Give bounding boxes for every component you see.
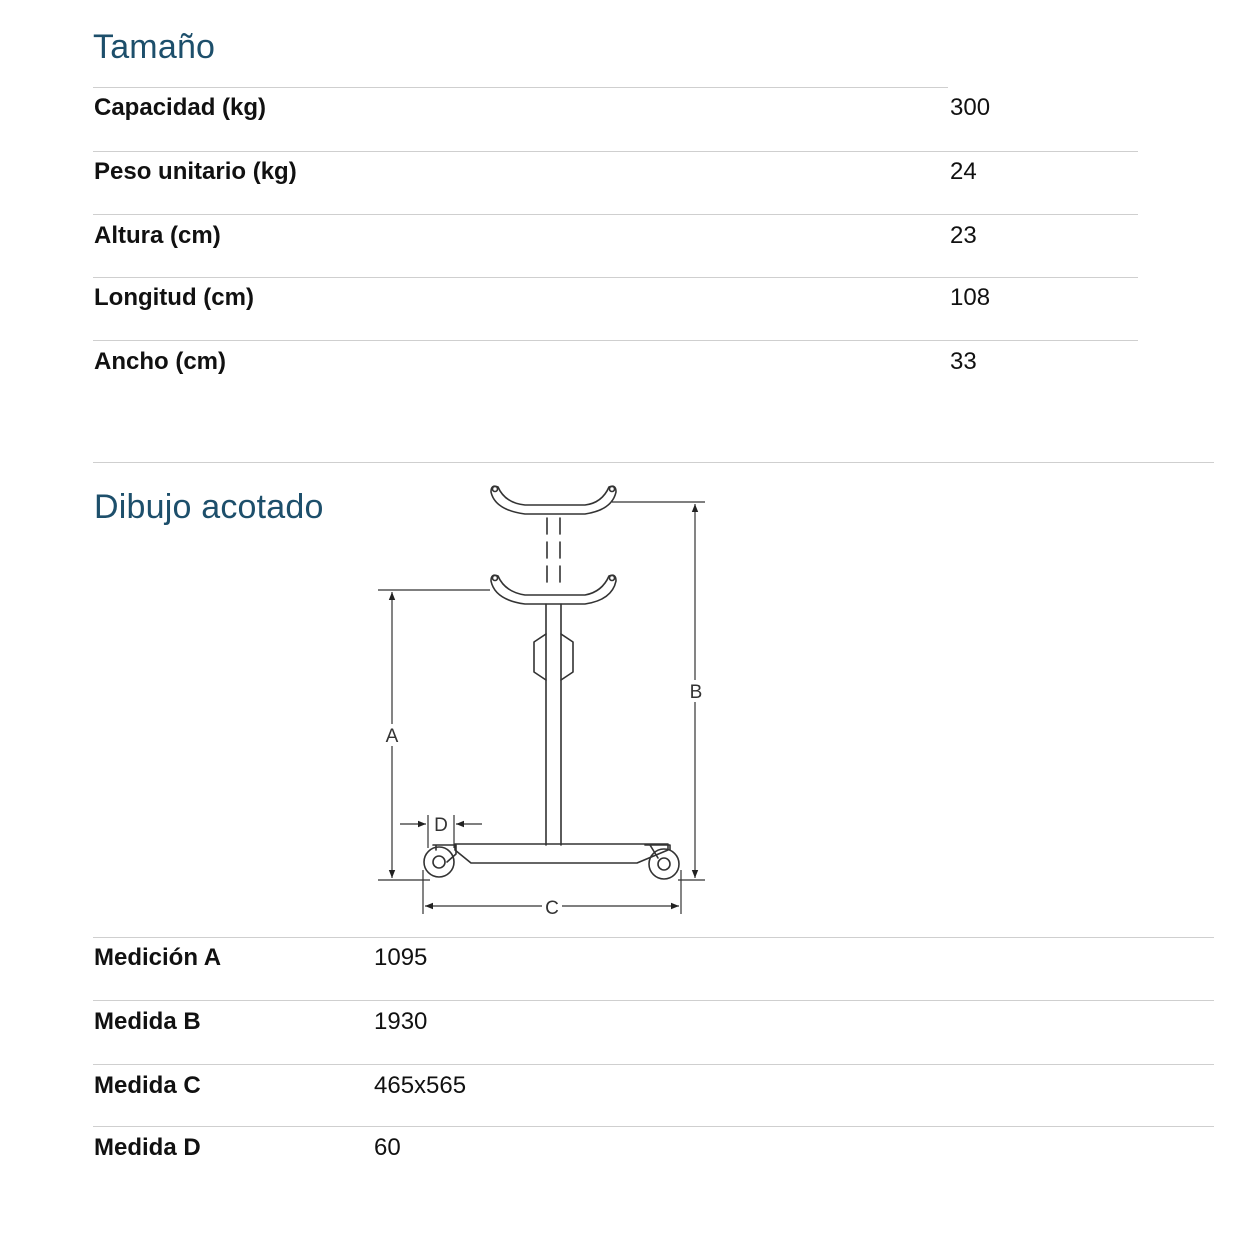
size-row-label-unit-weight: Peso unitario (kg): [94, 158, 297, 185]
size-row-value-width: 33: [950, 348, 977, 375]
drawing-row-value-c: 465x565: [374, 1072, 467, 1099]
divider: [93, 1126, 1214, 1127]
drawing-row-label-b: Medida B: [94, 1008, 201, 1035]
drawing-section-title: Dibujo acotado: [94, 488, 324, 526]
size-row-value-height: 23: [950, 222, 977, 249]
size-row-label-width: Ancho (cm): [94, 348, 226, 375]
size-section-title: Tamaño: [93, 28, 216, 66]
divider: [93, 1000, 1214, 1001]
drawing-row-value-a: 1095: [374, 944, 428, 971]
pump-housing: [534, 634, 573, 680]
top-saddle: [491, 486, 616, 514]
size-row-value-capacity: 300: [950, 94, 991, 121]
drawing-row-value-d: 60: [374, 1134, 401, 1161]
size-row-value-unit-weight: 24: [950, 158, 977, 185]
right-caster-wheel: [649, 849, 679, 879]
size-row-value-length: 108: [950, 284, 991, 311]
dim-label-b: B: [689, 682, 703, 703]
size-row-label-length: Longitud (cm): [94, 284, 254, 311]
divider: [93, 1064, 1214, 1065]
dim-label-c: C: [545, 898, 559, 919]
column-extension: [547, 518, 560, 588]
left-caster-wheel: [424, 847, 454, 877]
divider: [93, 937, 1214, 938]
dim-label-a: A: [385, 726, 399, 747]
drawing-row-label-a: Medición A: [94, 944, 222, 971]
size-row-label-capacity: Capacidad (kg): [94, 94, 267, 121]
drawing-row-label-d: Medida D: [94, 1134, 201, 1161]
lower-saddle: [491, 575, 616, 604]
drawing-row-label-c: Medida C: [94, 1072, 201, 1099]
dim-label-d: D: [434, 815, 448, 836]
main-column: [546, 604, 561, 845]
base-frame: [455, 844, 668, 863]
size-row-label-height: Altura (cm): [94, 222, 221, 249]
drawing-row-value-b: 1930: [374, 1008, 428, 1035]
